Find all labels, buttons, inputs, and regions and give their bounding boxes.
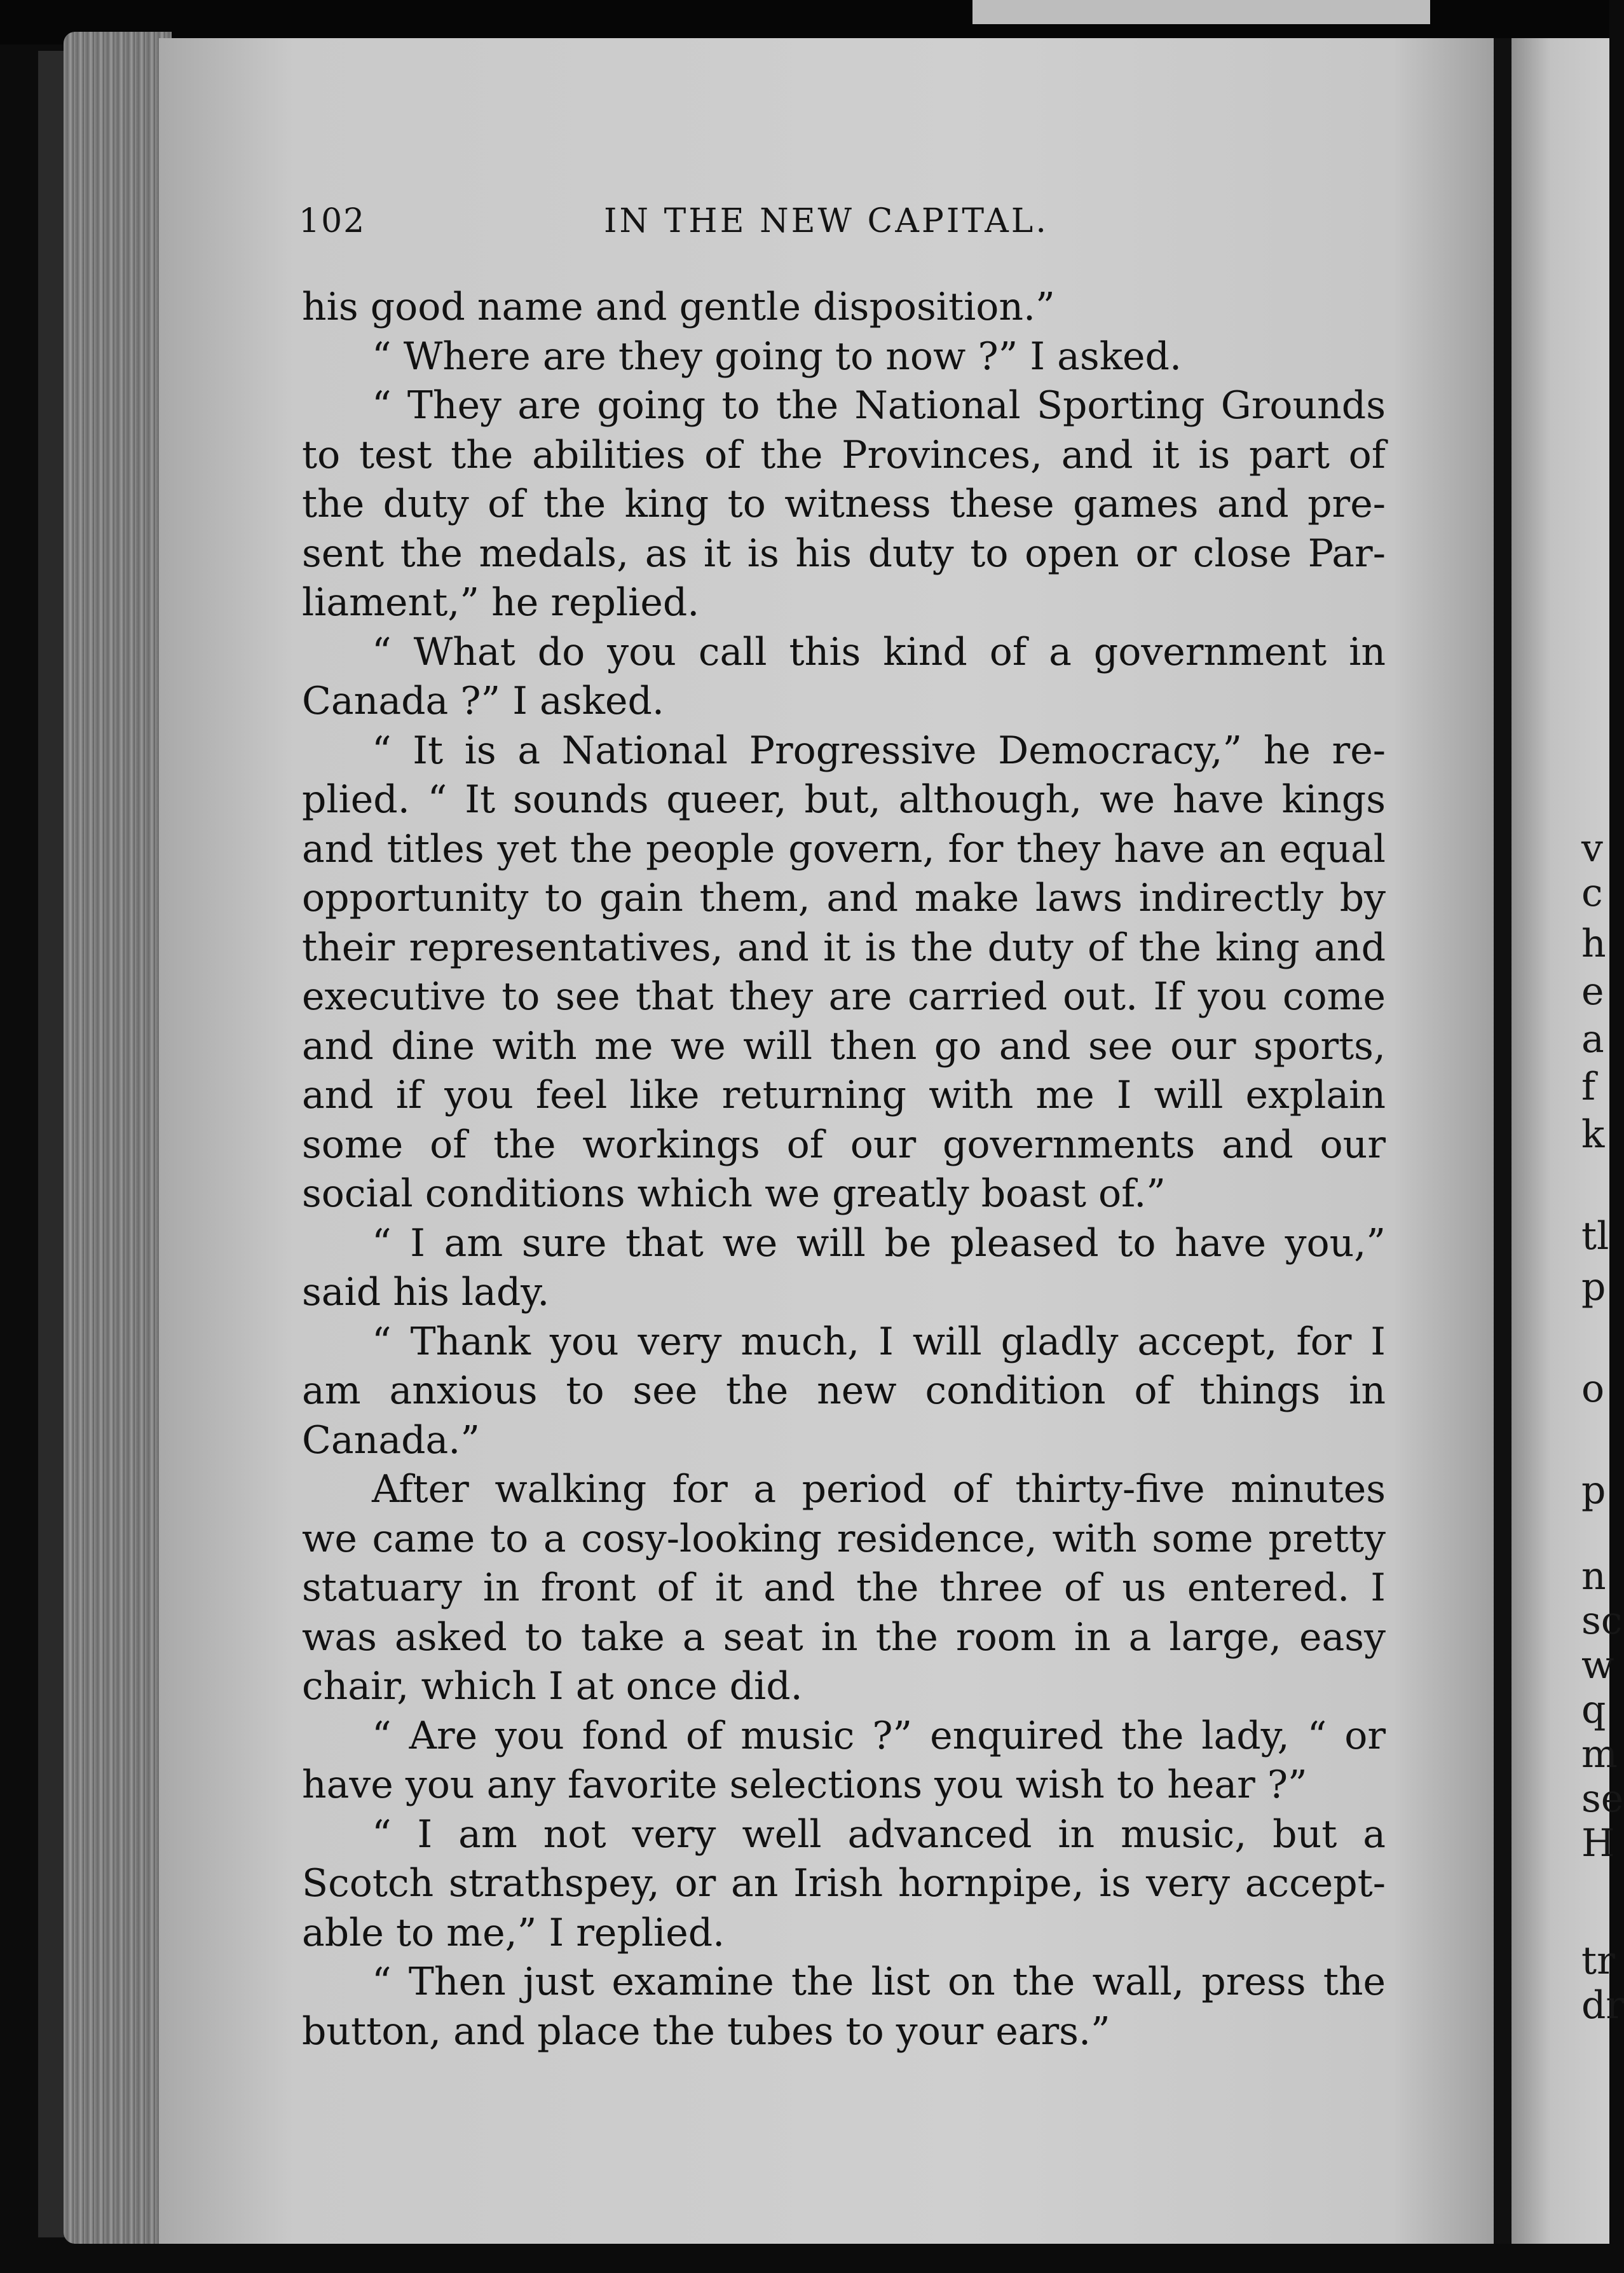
- facing-page-fragment: p: [1581, 1468, 1606, 1513]
- facing-page-fragment: m: [1581, 1732, 1618, 1777]
- facing-page-fragment: h: [1581, 922, 1606, 966]
- facing-page-fragment: a: [1581, 1017, 1604, 1061]
- facing-page-fragment: n: [1581, 1554, 1606, 1599]
- running-title: IN THE NEW CAPITAL.: [604, 202, 1049, 240]
- book-gutter: [1494, 38, 1511, 2244]
- facing-page-fragment: dr: [1581, 1983, 1624, 2028]
- facing-page-fragment: sc: [1581, 1599, 1623, 1643]
- top-paper-tab: [972, 0, 1430, 24]
- facing-page-fragment: o: [1581, 1367, 1605, 1411]
- text-line: to test the abilities of the Provinces, and it is part of: [302, 432, 1386, 477]
- text-line: Scotch strathspey, or an Irish hornpipe, is very accept-: [302, 1861, 1386, 1906]
- text-line: sent the medals, as it is his duty to open or close Par-: [302, 531, 1386, 576]
- text-line: the duty of the king to witness these games and pre-: [302, 482, 1386, 526]
- text-line: opportunity to gain them, and make laws indirectly by: [302, 876, 1386, 920]
- text-line: and titles yet the people govern, for they have an equal: [302, 826, 1386, 871]
- facing-page-fragment: k: [1581, 1112, 1605, 1157]
- text-line: we came to a cosy-looking residence, with some pretty: [302, 1516, 1386, 1561]
- text-line: his good name and gentle disposition.”: [302, 285, 1055, 329]
- text-line: and dine with me we will then go and see our sports,: [302, 1023, 1386, 1068]
- text-line: statuary in front of it and the three of us entered. I: [302, 1566, 1386, 1610]
- text-line: After walking for a period of thirty-five minutes: [372, 1467, 1386, 1512]
- text-line: liament,” he replied.: [302, 580, 700, 625]
- text-line: and if you feel like returning with me I will explain: [302, 1073, 1386, 1117]
- text-line: am anxious to see the new condition of things in: [302, 1369, 1386, 1413]
- text-line: was asked to take a seat in the room in a large, easy: [302, 1614, 1386, 1660]
- facing-page-fragment: tr: [1581, 1939, 1615, 1983]
- text-line: “ Thank you very much, I will gladly accept, for I: [372, 1319, 1386, 1364]
- text-line: said his lady.: [302, 1270, 550, 1314]
- text-line: executive to see that they are carried out. If you come: [302, 974, 1386, 1019]
- facing-page-fragment: e: [1581, 969, 1604, 1014]
- facing-page-fragment: f: [1581, 1065, 1596, 1109]
- text-line: plied. “ It sounds queer, but, although, we have kings: [302, 777, 1386, 822]
- text-line: Canada.”: [302, 1417, 481, 1463]
- text-line: “ They are going to the National Sporting Grounds: [372, 383, 1386, 428]
- text-line: social conditions which we greatly boast of.”: [302, 1171, 1166, 1216]
- text-line: some of the workings of our governments and our: [302, 1122, 1386, 1167]
- text-line: “ It is a National Progressive Democracy,” he re-: [372, 728, 1386, 773]
- facing-page-fragment: q: [1581, 1688, 1606, 1732]
- facing-page-fragment: tl: [1581, 1214, 1609, 1259]
- text-line: able to me,” I replied.: [302, 1910, 725, 1955]
- page-edges: [64, 32, 172, 2244]
- running-head: [299, 202, 1417, 253]
- text-line: “ Where are they going to now ?” I asked.: [372, 334, 1182, 379]
- page-number: 102: [299, 202, 366, 240]
- text-line: “ Are you fond of music ?” enquired the lady, “ or: [372, 1713, 1386, 1758]
- text-line: “ What do you call this kind of a government in: [372, 629, 1386, 674]
- text-line: have you any favorite selections you wish to hear ?”: [302, 1763, 1307, 1807]
- text-line: Canada ?” I asked.: [302, 679, 664, 723]
- facing-page-fragment: se: [1581, 1777, 1624, 1821]
- text-line: “ I am sure that we will be pleased to have you,”: [372, 1220, 1386, 1266]
- facing-page-fragment: c: [1581, 871, 1603, 915]
- text-line: button, and place the tubes to your ears.”: [302, 2009, 1110, 2054]
- text-line: “ I am not very well advanced in music, but a: [372, 1812, 1386, 1857]
- facing-page-fragment: v: [1581, 826, 1603, 871]
- text-line: chair, which I at once did.: [302, 1664, 803, 1709]
- facing-page-fragment: H: [1581, 1821, 1615, 1866]
- body-text: [302, 283, 1386, 2056]
- facing-page-fragment: w: [1581, 1643, 1614, 1688]
- text-line: their representatives, and it is the duty of the king and: [302, 925, 1386, 970]
- text-line: “ Then just examine the list on the wall, press the: [372, 1960, 1386, 2004]
- facing-page-fragment: p: [1581, 1265, 1606, 1309]
